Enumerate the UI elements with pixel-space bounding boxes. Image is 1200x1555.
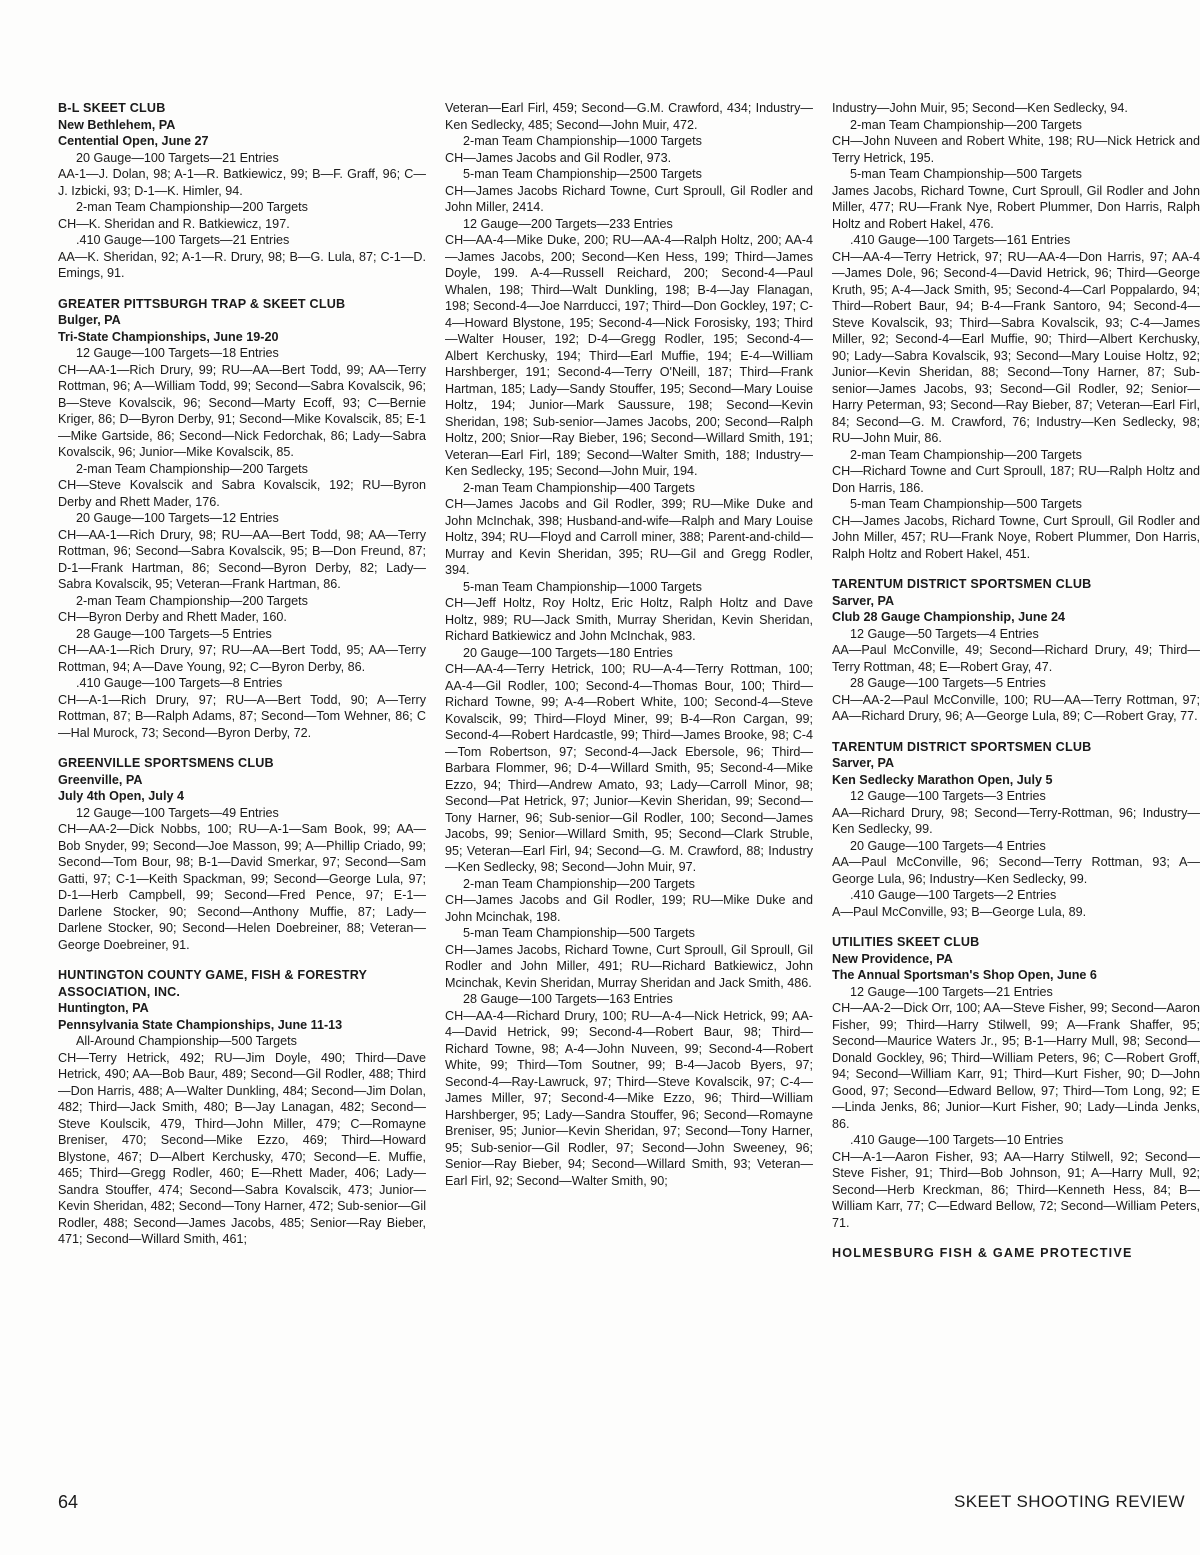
result-text: Veteran—Earl Firl, 459; Second—G.M. Crawford, 434; Industry—Ken Sedlecky, 485; Second—John Muir, 472. [445, 101, 813, 132]
result-text: CH—James Jacobs and Gil Rodler, 399; RU—Mike Duke and John McInchak, 398; Husband-and-wife—Ralph and Mary Louise Holtz, 394; RU—Floyd and Carroll miner, 388; Parent-and-child—Murray and Kevin Sheridan, 395; RU—Gil and Gregg Rodler, 394. [445, 497, 813, 577]
event-class-heading: .410 Gauge—100 Targets—2 Entries [850, 888, 1057, 902]
result-entry [832, 887, 1200, 920]
event-class-heading: 2-man Team Championship—200 Targets [76, 461, 308, 476]
magazine-title: SKEET SHOOTING REVIEW [953, 1492, 1185, 1511]
club-location: Bulger, PA [58, 313, 121, 327]
result-entry [445, 645, 813, 876]
result-text: CH—K. Sheridan and R. Batkiewicz, 197. [58, 216, 290, 231]
result-entry [445, 925, 813, 991]
results-section [832, 1245, 1200, 1262]
event-title: The Annual Sportsman's Shop Open, June 6 [832, 968, 1097, 982]
club-location: Huntington, PA [58, 1001, 149, 1015]
event-title: Club 28 Gauge Championship, June 24 [832, 610, 1066, 624]
results-section [58, 100, 426, 282]
event-class-heading: 20 Gauge—100 Targets—12 Entries [76, 511, 279, 525]
event-class-heading: .410 Gauge—100 Targets—161 Entries [850, 233, 1071, 247]
result-text: CH—John Nuveen and Robert White, 198; RU—Nick Hetrick and Terry Hetrick, 195. [832, 134, 1200, 165]
result-entry [832, 117, 1200, 167]
result-text: CH—AA-4—Mike Duke, 200; RU—AA-4—Ralph Holtz, 200; AA-4—James Jacobs, 200; Second—Ken Hess, 199; Third—James Doyle, 199. A-4—Russell Reichard, 200; Second-4—Paul Whalen, 198; Third—Walt Dunkling, 198; B-4—Jay Flanagan, 198; Second-4—Joe Narrducci, 197; Third—Don Gockley, 197; C-4—Howard Blystone, 195; Second-4—Nick Forosisky, 193; Third—Walter Houser, 192; D-4—Gregg Rodler, 195; Second-4—Albert Kerchusky, 194; Third—Earl Muffie, 194; E-4—William Harshberger, 191; Second-4—Terry O'Neill, 187; Third—Frank Hartman, 185; Lady—Sandy Stouffer, 195; Second—Mary Louise Holtz, 194; Junior—Mark Saussure, 198; Second—Kevin Sheridan, 198; Sub-senior—James Jacobs, 200; Second—Ralph Holtz, 200; Snior—Ray Bieber, 196; Second—Willard Smith, 191; Veteran—Earl Firl, 189; Second—Walter Smith, 188; Industry—Ken Sedlecky, 195; Second—John Muir, 194. [445, 233, 813, 478]
result-text: CH—James Jacobs Richard Towne, Curt Sproull, Gil Rodler and John Miller, 2414. [445, 183, 813, 214]
event-class-heading: 5-man Team Championship—500 Targets [850, 497, 1082, 511]
result-text: CH—AA-2—Dick Nobbs, 100; RU—A-1—Sam Book, 99; AA—Bob Snyder, 99; Second—Joe Masson, 99; A—Phillip Criado, 99; Second—Tom Bour, 98; B-1—David Smerkar, 97; Second—Sam Gatti, 97; C-1—Keith Spackman, 99; Second—George Lula, 97; D-1—Herb Campbell, 99; Second—Fred Pence, 97; E-1—Darlene Stocker, 90; Second—Anthony Muffie, 87; Lady—Darlene Stocker, 90; Second—Helen Doebreiner, 88; Veteran—George Doebreiner, 91. [58, 822, 426, 952]
event-class-heading: 28 Gauge—100 Targets—163 Entries [463, 992, 673, 1006]
event-class-heading: 12 Gauge—200 Targets—233 Entries [463, 216, 673, 231]
result-entry [58, 150, 426, 200]
result-entry [58, 1033, 426, 1248]
result-entry [832, 1132, 1200, 1231]
result-entry [445, 579, 813, 645]
club-name: TARENTUM DISTRICT SPORTSMEN CLUB [832, 739, 1092, 754]
event-class-heading: .410 Gauge—100 Targets—10 Entries [850, 1133, 1064, 1147]
result-entry [445, 216, 813, 480]
result-text: CH—AA-4—Terry Hetrick, 97; RU—AA-4—Don Harris, 97; AA-4—James Dole, 96; Second-4—David Hetrick, 96; Third—George Kruth, 95; A-4—Jack Smith, 95; Second-4—Carl Poppalardo, 94; Third—Robert Baur, 94; B-4—Frank Santoro, 94; Second-4—Steve Kovalscik, 93; Third—Sabra Kovalscik, 93; C-4—James Miller, 92; Second-4—Earl Muffie, 90; Third—Albert Kerchusky, 90; Lady—Sabra Kovalscik, 93; Second—Mary Louise Holtz, 92; Junior—Kevin Sheridan, 88; Second—Tony Harner, 87; Sub-senior—James Jacobs, 93; Second—Gil Rodler, 92; Senior—Harry Peterman, 93; Second—Ray Bieber, 87; Veteran—Earl Firl, 84; Second—G. M. Crawford, 76; Industry—Ken Sedlecky, 98; RU—John Muir, 86. [832, 249, 1200, 445]
result-text: AA-1—J. Dolan, 98; A-1—R. Batkiewicz, 99; B—F. Graff, 96; C—J. Izbicki, 93; D-1—K. Himler, 94. [58, 167, 426, 198]
event-title: Pennsylvania State Championships, June 11-13 [58, 1017, 343, 1032]
event-class-heading: 2-man Team Championship—200 Targets [76, 593, 308, 608]
event-class-heading: .410 Gauge—100 Targets—21 Entries [76, 233, 290, 247]
club-location: Greenville, PA [58, 772, 143, 787]
article-columns [58, 100, 1200, 1460]
result-entry [832, 166, 1200, 232]
result-text: CH—AA-1—Rich Drury, 97; RU—AA—Bert Todd, 95; AA—Terry Rottman, 94; A—Dave Young, 92; C—Byron Derby, 86. [58, 643, 426, 674]
result-text: CH—AA-1—Rich Drury, 98; RU—AA—Bert Todd, 98; AA—Terry Rottman, 96; Second—Sabra Kovalscik, 95; B—Don Freund, 87; D-1—Frank Hartman, 86; Second—Byron Derby, 82; Lady—Sabra Kovalscik, 95; Veteran—Frank Hartman, 86. [58, 527, 426, 591]
result-text: CH—Jeff Holtz, Roy Holtz, Eric Holtz, Ralph Holtz and Dave Holtz, 989; RU—Jack Smith, Murray Sheridan, Kevin Sheridan, Richard Batkiewicz and John McInchak, 983. [445, 596, 813, 643]
event-class-heading: 28 Gauge—100 Targets—5 Entries [850, 676, 1046, 690]
club-location: New Providence, PA [832, 951, 953, 966]
event-title: Ken Sedlecky Marathon Open, July 5 [832, 772, 1053, 787]
event-class-heading: 20 Gauge—100 Targets—4 Entries [850, 838, 1046, 853]
event-class-heading: 5-man Team Championship—1000 Targets [463, 579, 702, 594]
club-name: TARENTUM DISTRICT SPORTSMEN CLUB [832, 577, 1092, 591]
result-entry [832, 496, 1200, 562]
result-entry [832, 675, 1200, 725]
results-section [832, 934, 1200, 1231]
result-entry [58, 199, 426, 232]
result-entry [58, 461, 426, 511]
event-title: Centential Open, June 27 [58, 134, 209, 148]
result-entry [445, 876, 813, 926]
result-text: CH—James Jacobs, Richard Towne, Curt Sproull, Gil Rodler and John Miller, 457; RU—Frank Noye, Robert Plummer, Don Harris, Ralph Holtz and Robert Hakel, 451. [832, 513, 1200, 561]
result-text: CH—James Jacobs and Gil Rodler, 973. [445, 150, 672, 165]
result-text: CH—AA-4—Richard Drury, 100; RU—A-4—Nick Hetrick, 99; AA-4—David Hetrick, 99; Second-4—Robert Baur, 98; Third—Richard Towne, 98; A-4—John Nuveen, 99; Second-4—Robert White, 99; Third—Tom Soutner, 99; B-4—Jacob Byers, 97; Second-4—Ray-Lawruck, 97; Third—Steve Kovalscik, 97; C-4—James Miller, 97; Second-4—Mike Ezzo, 96; Third—William Harshberger, 95; Lady—Sandra Stouffer, 96; Second—Romayne Breniser, 95; Junior—Kevin Sheridan, 97; Second—Tony Harner, 95; Sub-senior—Gil Rodler, 97; Second—John Sweeney, 96; Senior—Ray Bieber, 94; Second—Willard Smith, 93; Veteran—Earl Firl, 92; Second—Walter Smith, 90; [445, 1008, 813, 1188]
results-section [832, 576, 1200, 725]
result-entry [445, 133, 813, 166]
club-location: Sarver, PA [832, 593, 895, 608]
result-text: AA—Richard Drury, 98; Second—Terry-Rottman, 96; Industry—Ken Sedlecky, 99. [832, 805, 1200, 836]
result-text: Industry—John Muir, 95; Second—Ken Sedlecky, 94. [832, 101, 1128, 115]
event-class-heading: 2-man Team Championship—400 Targets [463, 480, 695, 495]
club-name: B-L SKEET CLUB [58, 101, 166, 115]
continued-club-heading: HOLMESBURG FISH & GAME PROTECTIVE [832, 1246, 1133, 1260]
result-text: CH—A-1—Aaron Fisher, 93; AA—Harry Stilwell, 92; Second—Steve Fisher, 91; Third—Bob Johnson, 91; A—Harry Mull, 92; Second—Herb Kreckman, 86; Third—Kenneth Hess, 84; B—William Karr, 77; C—Edward Bellow, 72; Second—William Peters, 71. [832, 1149, 1200, 1230]
result-text: A—Paul McConville, 93; B—George Lula, 89. [832, 904, 1087, 919]
result-entry [832, 232, 1200, 447]
result-entry [832, 100, 1200, 117]
club-name: GREENVILLE SPORTSMENS CLUB [58, 756, 274, 770]
event-class-heading: 2-man Team Championship—200 Targets [463, 876, 695, 891]
result-text: CH—Steve Kovalscik and Sabra Kovalscik, 192; RU—Byron Derby and Rhett Mader, 176. [58, 478, 426, 509]
event-class-heading: 12 Gauge—50 Targets—4 Entries [850, 626, 1039, 641]
event-class-heading: 20 Gauge—100 Targets—21 Entries [76, 150, 279, 165]
result-entry [58, 626, 426, 676]
result-entry [58, 675, 426, 741]
results-section [58, 296, 426, 742]
event-class-heading: 12 Gauge—100 Targets—3 Entries [850, 789, 1046, 803]
club-location: New Bethlehem, PA [58, 117, 176, 132]
event-class-heading: 12 Gauge—100 Targets—18 Entries [76, 346, 279, 360]
result-text: CH—Terry Hetrick, 492; RU—Jim Doyle, 490; Third—Dave Hetrick, 490; AA—Bob Baur, 489; Second—Gil Rodler, 488; Third—Don Harris, 488; A—Walter Dunkling, 484; Second—Jim Dolan, 482; Third—Jack Smith, 480; B—Jay Lanagan, 482; Second—Steve Koulscik, 479, Third—John Miller, 479; C—Romayne Breniser, 470; Second—Mike Ezzo, 469; Third—Howard Blystone, 467; D—Albert Kerchusky, 470; Second—E. Muffie, 465; Third—Gregg Rodler, 460; E—Rhett Mader, 406; Lady—Sandra Stouffer, 474; Second—Sabra Kovalscik, 473; Junior—Kevin Sheridan, 482; Second—Tony Harner, 472; Sub-senior—Gil Rodler, 488; Second—James Jacobs, 485; Senior—Ray Bieber, 471; Second—Willard Smith, 461; [58, 1050, 426, 1246]
result-text: CH—Richard Towne and Curt Sproull, 187; RU—Ralph Holtz and Don Harris, 186. [832, 464, 1200, 495]
result-entry [832, 984, 1200, 1133]
results-section [832, 100, 1200, 562]
event-class-heading: 20 Gauge—100 Targets—180 Entries [463, 645, 673, 660]
result-text: CH—Byron Derby and Rhett Mader, 160. [58, 610, 287, 624]
result-entry [58, 805, 426, 954]
result-text: CH—AA-4—Terry Hetrick, 100; RU—A-4—Terry Rottman, 100; AA-4—Gil Rodler, 100; Second-4—Thomas Bour, 100; Third—Richard Towne, 99; A-4—Robert White, 100; Second-4—Steve Kovalscik, 99; Third—Floyd Miner, 99; B-4—Ron Cargan, 99; Second-4—Robert Hardcastle, 99; Third—James Brooke, 98; C-4—Tom Robertson, 97; Second-4—Jack Ebersole, 96; Third—Barbara Flommer, 96; D-4—Willard Smith, 95; Second-4—Mike Ezzo, 94; Third—Andrew Amato, 93; Lady—Carroll Minor, 98; Second—Pat Hetrick, 97; Junior—Kevin Sheridan, 99; Second—Tony Harner, 96; Sub-senior—Gil Rodler, 100; Second—James Jacobs, 99; Senior—Willard Smith, 95; Second—Clark Struble, 95; Veteran—Earl Firl, 94; Second—G. M. Crawford, 88; Industry—Ken Sedlecky, 98; Second—John Muir, 97. [445, 662, 813, 874]
result-entry [58, 593, 426, 626]
result-text: CH—AA-1—Rich Drury, 99; RU—AA—Bert Todd, 99; AA—Terry Rottman, 96; A—William Todd, 99; Second—Sabra Kovalscik, 96; B—Steve Kovalscik, 96; Second—Marty Ecoff, 93; C—Bernie Kriger, 86; D—Byron Derby, 91; Second—Mike Kovalscik, 85; E-1—Mike Gartside, 86; Second—Nick Fedorchak, 86; Lady—Sabra Kovalscik, 96; Junior—Mike Kovalscik, 85. [58, 362, 426, 459]
result-entry [58, 510, 426, 593]
results-section [58, 967, 426, 1248]
club-location: Sarver, PA [832, 756, 895, 770]
results-section [58, 755, 426, 953]
event-title: July 4th Open, July 4 [58, 789, 184, 803]
result-entry [58, 232, 426, 282]
result-entry [445, 100, 813, 133]
event-class-heading: .410 Gauge—100 Targets—8 Entries [76, 676, 283, 690]
column-2 [445, 100, 813, 1460]
result-text: CH—AA-2—Dick Orr, 100; AA—Steve Fisher, 99; Second—Aaron Fisher, 99; Third—Harry Stilwell, 99; A—Frank Shaffer, 95; Second—Maurice Waters Jr., 95; B-1—Harry Mull, 98; Second—Donald Gockley, 96; Third—William Peters, 96; C—Robert Groff, 94; Second—William Karr, 91; Third—Kurt Fisher, 90; D—John Good, 97; Second—Edward Bellow, 97; Third—Tom Long, 92; E—Linda Jenks, 86; Junior—Kurt Fisher, 90; Lady—Linda Jenks, 86. [832, 1001, 1200, 1131]
result-entry [445, 991, 813, 1189]
event-class-heading: 2-man Team Championship—1000 Targets [463, 134, 702, 148]
event-class-heading: 12 Gauge—100 Targets—21 Entries [850, 984, 1053, 999]
result-entry [445, 480, 813, 579]
result-text: James Jacobs, Richard Towne, Curt Sproull, Gil Rodler and John Miller, 477; RU—Frank Nye, Robert Plummer, Don Harris, Ralph Holtz and Robert Hakel, 476. [832, 183, 1200, 231]
result-entry [832, 626, 1200, 676]
event-class-heading: 5-man Team Championship—2500 Targets [463, 167, 702, 181]
page-number: 64 [58, 1492, 79, 1512]
column-1 [58, 100, 426, 1460]
result-text: AA—K. Sheridan, 92; A-1—R. Drury, 98; B—G. Lula, 87; C-1—D. Emings, 91. [58, 249, 426, 280]
result-entry [832, 838, 1200, 888]
club-name: UTILITIES SKEET CLUB [832, 935, 980, 949]
club-name: HUNTINGTON COUNTY GAME, FISH & FORESTRY ASSOCIATION, INC. [58, 968, 367, 999]
result-entry [58, 345, 426, 461]
event-class-heading: 2-man Team Championship—200 Targets [76, 200, 308, 214]
event-class-heading: 2-man Team Championship—200 Targets [850, 447, 1082, 462]
event-class-heading: 5-man Team Championship—500 Targets [850, 167, 1082, 181]
event-class-heading: 5-man Team Championship—500 Targets [463, 926, 695, 940]
column-3 [832, 100, 1200, 1460]
result-entry [445, 166, 813, 216]
event-class-heading: 2-man Team Championship—200 Targets [850, 117, 1082, 132]
results-section [832, 739, 1200, 921]
result-text: CH—A-1—Rich Drury, 97; RU—A—Bert Todd, 90; A—Terry Rottman, 87; B—Ralph Adams, 87; Second—Tom Wehner, 86; C—Hal Murock, 73; Second—Byron Derby, 72. [58, 692, 426, 740]
result-entry [832, 447, 1200, 497]
result-entry [832, 788, 1200, 838]
results-section [445, 100, 813, 1189]
club-name: GREATER PITTSBURGH TRAP & SKEET CLUB [58, 296, 346, 311]
result-text: CH—AA-2—Paul McConville, 100; RU—AA—Terry Rottman, 97; AA—Richard Drury, 96; A—George Lula, 89; C—Robert Gray, 77. [832, 692, 1200, 723]
result-text: CH—James Jacobs, Richard Towne, Curt Sproull, Gil Sproull, Gil Rodler and John Miller, 491; RU—Richard Batkiewicz, John Mcinchak, Kevin Sheridan, Murray Sheridan and Jack Smith, 486. [445, 942, 813, 990]
result-text: AA—Paul McConville, 96; Second—Terry Rottman, 93; A—George Lula, 96; Industry—Ken Sedlecky, 99. [832, 855, 1200, 886]
event-class-heading: All-Around Championship—500 Targets [76, 1034, 297, 1048]
result-text: CH—James Jacobs and Gil Rodler, 199; RU—Mike Duke and John Mcinchak, 198. [445, 893, 813, 924]
event-title: Tri-State Championships, June 19-20 [58, 329, 279, 344]
event-class-heading: 12 Gauge—100 Targets—49 Entries [76, 805, 279, 820]
result-text: AA—Paul McConville, 49; Second—Richard Drury, 49; Third—Terry Rottman, 48; E—Robert Gray, 47. [832, 643, 1200, 674]
event-class-heading: 28 Gauge—100 Targets—5 Entries [76, 626, 272, 641]
